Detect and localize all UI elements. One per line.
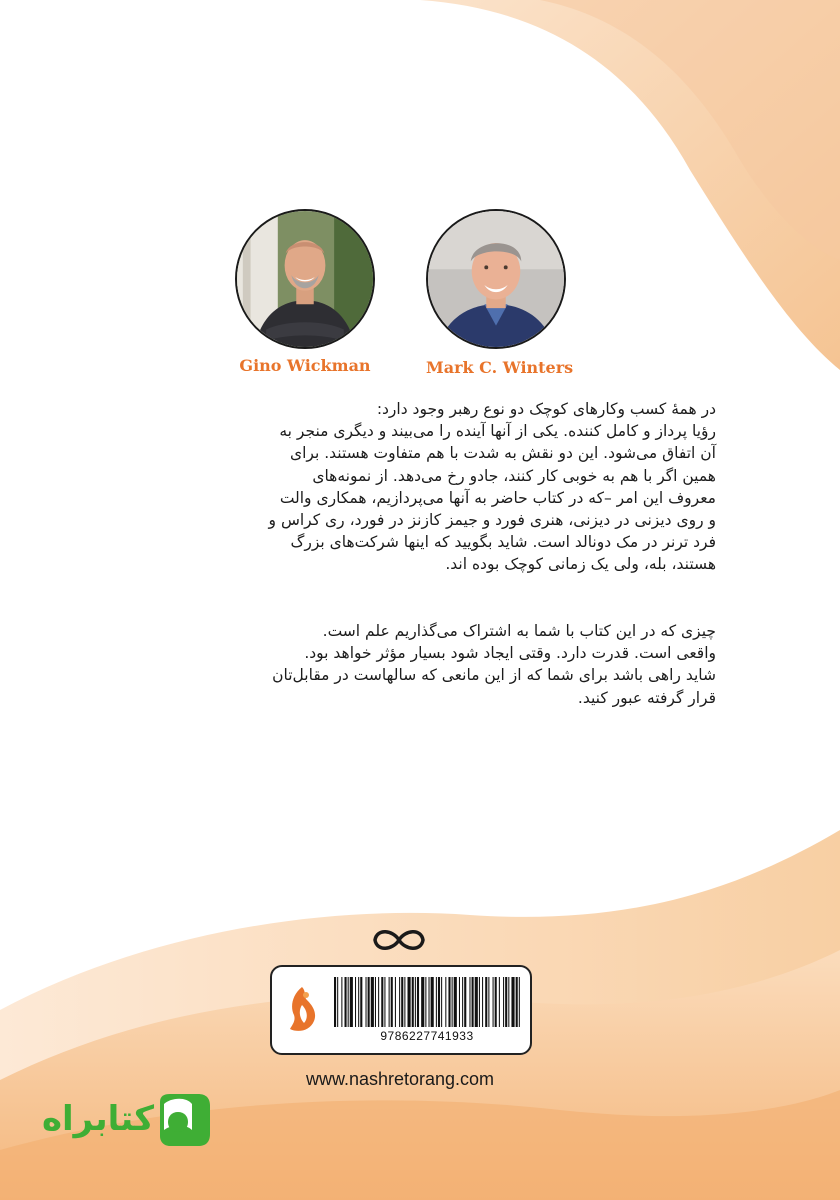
description-paragraph-1 — [116, 398, 716, 576]
barcode-bar — [378, 977, 379, 1027]
barcode-bar — [415, 977, 416, 1027]
publisher-website[interactable]: www.nashretorang.com — [305, 1069, 495, 1089]
barcode-bar — [516, 977, 518, 1027]
author-name-gino-wickman: Gino Wickman — [239, 356, 371, 375]
text-line: و روی دیزنی در دیزنی، هنری فورد و جیمز کازنز در فورد، ری کراس و — [268, 511, 716, 530]
text-line: همین اگر با هم به خوبی کار کنند، جادو رخ می‌دهد. از نمونه‌های — [312, 466, 716, 485]
barcode-bar — [482, 977, 483, 1027]
barcode-bar — [438, 977, 440, 1027]
barcode-bar — [345, 977, 347, 1027]
ketabrah-logo-icon — [154, 1090, 214, 1150]
barcode-bar — [334, 977, 336, 1027]
text-line: آن اتفاق می‌شود. این دو نقش به شدت با هم متفاوت هستند. برای — [289, 444, 716, 463]
barcode-bar — [436, 977, 437, 1027]
text-line: شاید راهی باشد برای شما که از این مانعی که سالهاست در مقابل‌تان — [272, 666, 716, 685]
barcode-bar — [493, 977, 494, 1027]
barcode-bar — [366, 977, 367, 1027]
barcode-bar — [350, 977, 353, 1027]
barcode-bar — [381, 977, 383, 1027]
barcode-bar — [464, 977, 466, 1027]
publisher-logo-icon — [284, 981, 320, 1037]
text-line: هستند، بله، ولی یک زمانی کوچک بوده اند. — [445, 555, 716, 574]
text-line: واقعی است. قدرت دارد. وقتی ایجاد شود بسیار مؤثر خواهد بود. — [304, 644, 716, 663]
barcode-bar — [358, 977, 359, 1027]
isbn-number: 9786227741933 — [380, 1029, 474, 1043]
barcode-bar — [375, 977, 376, 1027]
ketabrah-label: کتابراه — [41, 1099, 154, 1139]
barcode-bar — [452, 977, 453, 1027]
barcode-bar — [511, 977, 514, 1027]
barcode-bar — [421, 977, 424, 1027]
text-line: قرار گرفته عبور کنید. — [577, 688, 716, 707]
barcode-bar — [417, 977, 419, 1027]
barcode-bar — [445, 977, 446, 1027]
text-line: چیزی که در این کتاب با شما به اشتراک می‌گذاریم علم است. — [322, 622, 716, 640]
barcode-bar — [472, 977, 474, 1027]
barcode-bar — [412, 977, 414, 1027]
barcode-bar — [469, 977, 470, 1027]
description-paragraph-2 — [116, 620, 716, 709]
barcode-bar — [441, 977, 442, 1027]
author-name-mark-winters: Mark C. Winters — [426, 358, 574, 377]
barcode-bar — [399, 977, 400, 1027]
author-photo-gino-wickman — [235, 209, 375, 349]
barcode-bar — [495, 977, 497, 1027]
barcode-bar — [488, 977, 489, 1027]
barcode-bar — [431, 977, 434, 1027]
text-line: فرد ترنر در مک دونالد است. شاید بگویید که اینها شرکت‌های بزرگ — [290, 533, 716, 552]
barcode-bar — [337, 977, 338, 1027]
barcode-bar — [505, 977, 507, 1027]
text-line: معروف این امر –که در کتاب حاضر به آنها می‌پردازیم، همکاری والت — [279, 488, 716, 507]
author-photo-mark-winters — [426, 209, 566, 349]
barcode-bar — [519, 977, 520, 1027]
barcode-bar — [429, 977, 430, 1027]
barcode-bar — [360, 977, 362, 1027]
barcode-bar — [499, 977, 500, 1027]
barcode-bar — [384, 977, 385, 1027]
text-line: رؤیا پرداز و کامل کننده. یکی از آنها آینده را می‌بیند و دیگری منجر به — [279, 422, 716, 441]
barcode-bar — [408, 977, 411, 1027]
barcode-bar — [341, 977, 342, 1027]
barcode-bar — [371, 977, 374, 1027]
barcode-bar — [485, 977, 487, 1027]
barcode-bar — [462, 977, 463, 1027]
barcode-bar — [348, 977, 349, 1027]
barcode-bar — [503, 977, 504, 1027]
barcode-bar — [425, 977, 426, 1027]
barcode-bar — [395, 977, 396, 1027]
barcode-bar — [459, 977, 460, 1027]
barcode-box — [270, 965, 532, 1055]
barcode-bar — [368, 977, 370, 1027]
barcode-bar — [508, 977, 509, 1027]
barcode-bar — [475, 977, 478, 1027]
barcode-bar — [401, 977, 403, 1027]
barcode-bar — [355, 977, 356, 1027]
barcode-bar — [391, 977, 393, 1027]
barcode-bar — [454, 977, 457, 1027]
infinity-icon — [369, 924, 429, 956]
barcode-bar — [448, 977, 450, 1027]
ketabrah-logo — [38, 1086, 218, 1156]
barcode-bar — [404, 977, 405, 1027]
barcode-bar — [389, 977, 390, 1027]
barcode — [332, 977, 522, 1027]
text-line: در همه‌ٔ کسب وکارهای کوچک دو نوع رهبر وجود دارد: — [376, 400, 716, 418]
barcode-bar — [479, 977, 480, 1027]
